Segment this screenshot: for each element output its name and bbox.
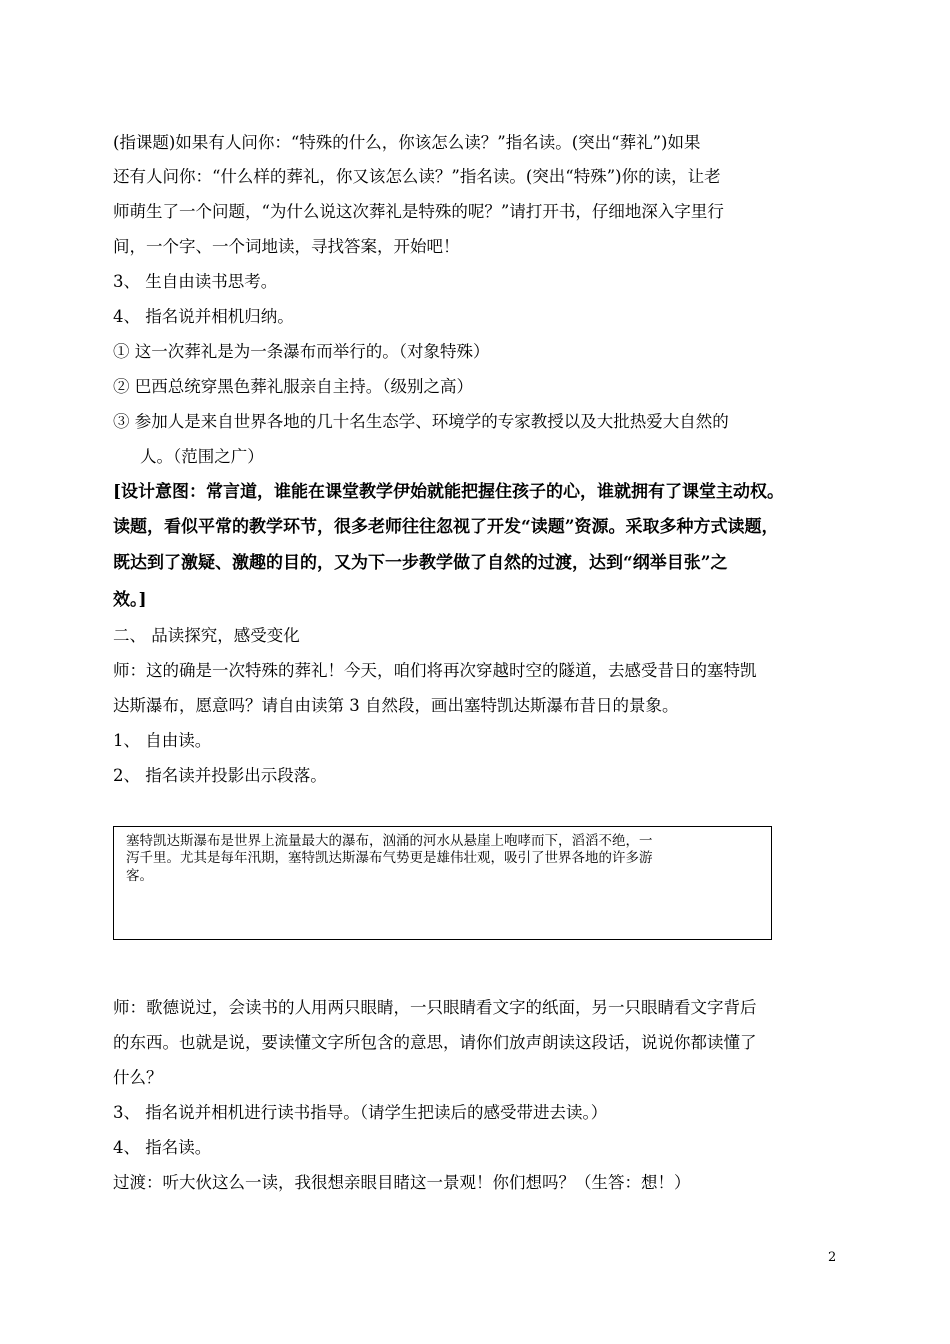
list-item: 4、 指名读。	[113, 1138, 212, 1157]
quoted-text-line: 泻千里。尤其是每年汛期，塞特凯达斯瀑布气势更是雄伟壮观，吸引了世界各地的许多游	[126, 850, 653, 866]
body-text-line: 师萌生了一个问题，“为什么说这次葬礼是特殊的呢？”请打开书，仔细地深入字里行	[113, 202, 724, 221]
body-text-line: 什么？	[113, 1068, 163, 1087]
quoted-text-line: 塞特凯达斯瀑布是世界上流量最大的瀑布，汹涌的河水从悬崖上咆哮而下，滔滔不绝，一	[126, 833, 653, 849]
design-intent-text: [设计意图：常言道，谁能在课堂教学伊始就能把握住孩子的心，谁就拥有了课堂主动权。	[113, 482, 785, 502]
design-intent-text: 效。]	[113, 590, 147, 610]
list-item: 4、 指名说并相机归纳。	[113, 307, 294, 326]
quoted-paragraph-box	[113, 826, 772, 940]
body-text-line: 过渡：听大伙这么一读，我很想亲眼目睹这一景观！你们想吗？（生答：想！）	[113, 1173, 691, 1192]
quoted-text-line: 客。	[126, 868, 153, 884]
list-item: ③ 参加人是来自世界各地的几十名生态学、环境学的专家教授以及大批热爱大自然的	[113, 412, 729, 431]
body-text-line: 达斯瀑布，愿意吗？请自由读第 3 自然段，画出塞特凯达斯瀑布昔日的景象。	[113, 696, 679, 715]
body-text-line: 的东西。也就是说，要读懂文字所包含的意思，请你们放声朗读这段话，说说你都读懂了	[113, 1033, 757, 1052]
body-text-line: 师：歌德说过，会读书的人用两只眼睛，一只眼睛看文字的纸面，另一只眼睛看文字背后	[113, 998, 757, 1017]
list-item: ② 巴西总统穿黑色葬礼服亲自主持。（级别之高）	[113, 377, 473, 396]
list-item-continuation: 人。（范围之广）	[140, 447, 264, 466]
list-item: ① 这一次葬礼是为一条瀑布而举行的。（对象特殊）	[113, 342, 490, 361]
body-text-line: 间，一个字、一个词地读，寻找答案，开始吧！	[113, 237, 460, 256]
design-intent-text: 既达到了激疑、激趣的目的，又为下一步教学做了自然的过渡，达到“纲举目张”之	[113, 553, 728, 573]
body-text-line: 师：这的确是一次特殊的葬礼！今天，咱们将再次穿越时空的隧道，去感受昔日的塞特凯	[113, 661, 757, 680]
body-text-line: (指课题)如果有人问你：“特殊的什么，你该怎么读？”指名读。(突出“葬礼”)如果	[113, 133, 701, 152]
list-item: 2、 指名读并投影出示段落。	[113, 766, 327, 785]
design-intent-text: 读题，看似平常的教学环节，很多老师往往忽视了开发“读题”资源。采取多种方式读题，	[113, 517, 779, 537]
page-number: 2	[828, 1250, 837, 1265]
list-item: 3、 生自由读书思考。	[113, 272, 278, 291]
list-item: 3、 指名说并相机进行读书指导。（请学生把读后的感受带进去读。）	[113, 1103, 608, 1122]
body-text-line: 还有人问你：“什么样的葬礼，你又该怎么读？”指名读。(突出“特殊”)你的读，让老	[113, 167, 721, 186]
section-heading: 二、 品读探究，感受变化	[113, 626, 300, 645]
list-item: 1、 自由读。	[113, 731, 212, 750]
